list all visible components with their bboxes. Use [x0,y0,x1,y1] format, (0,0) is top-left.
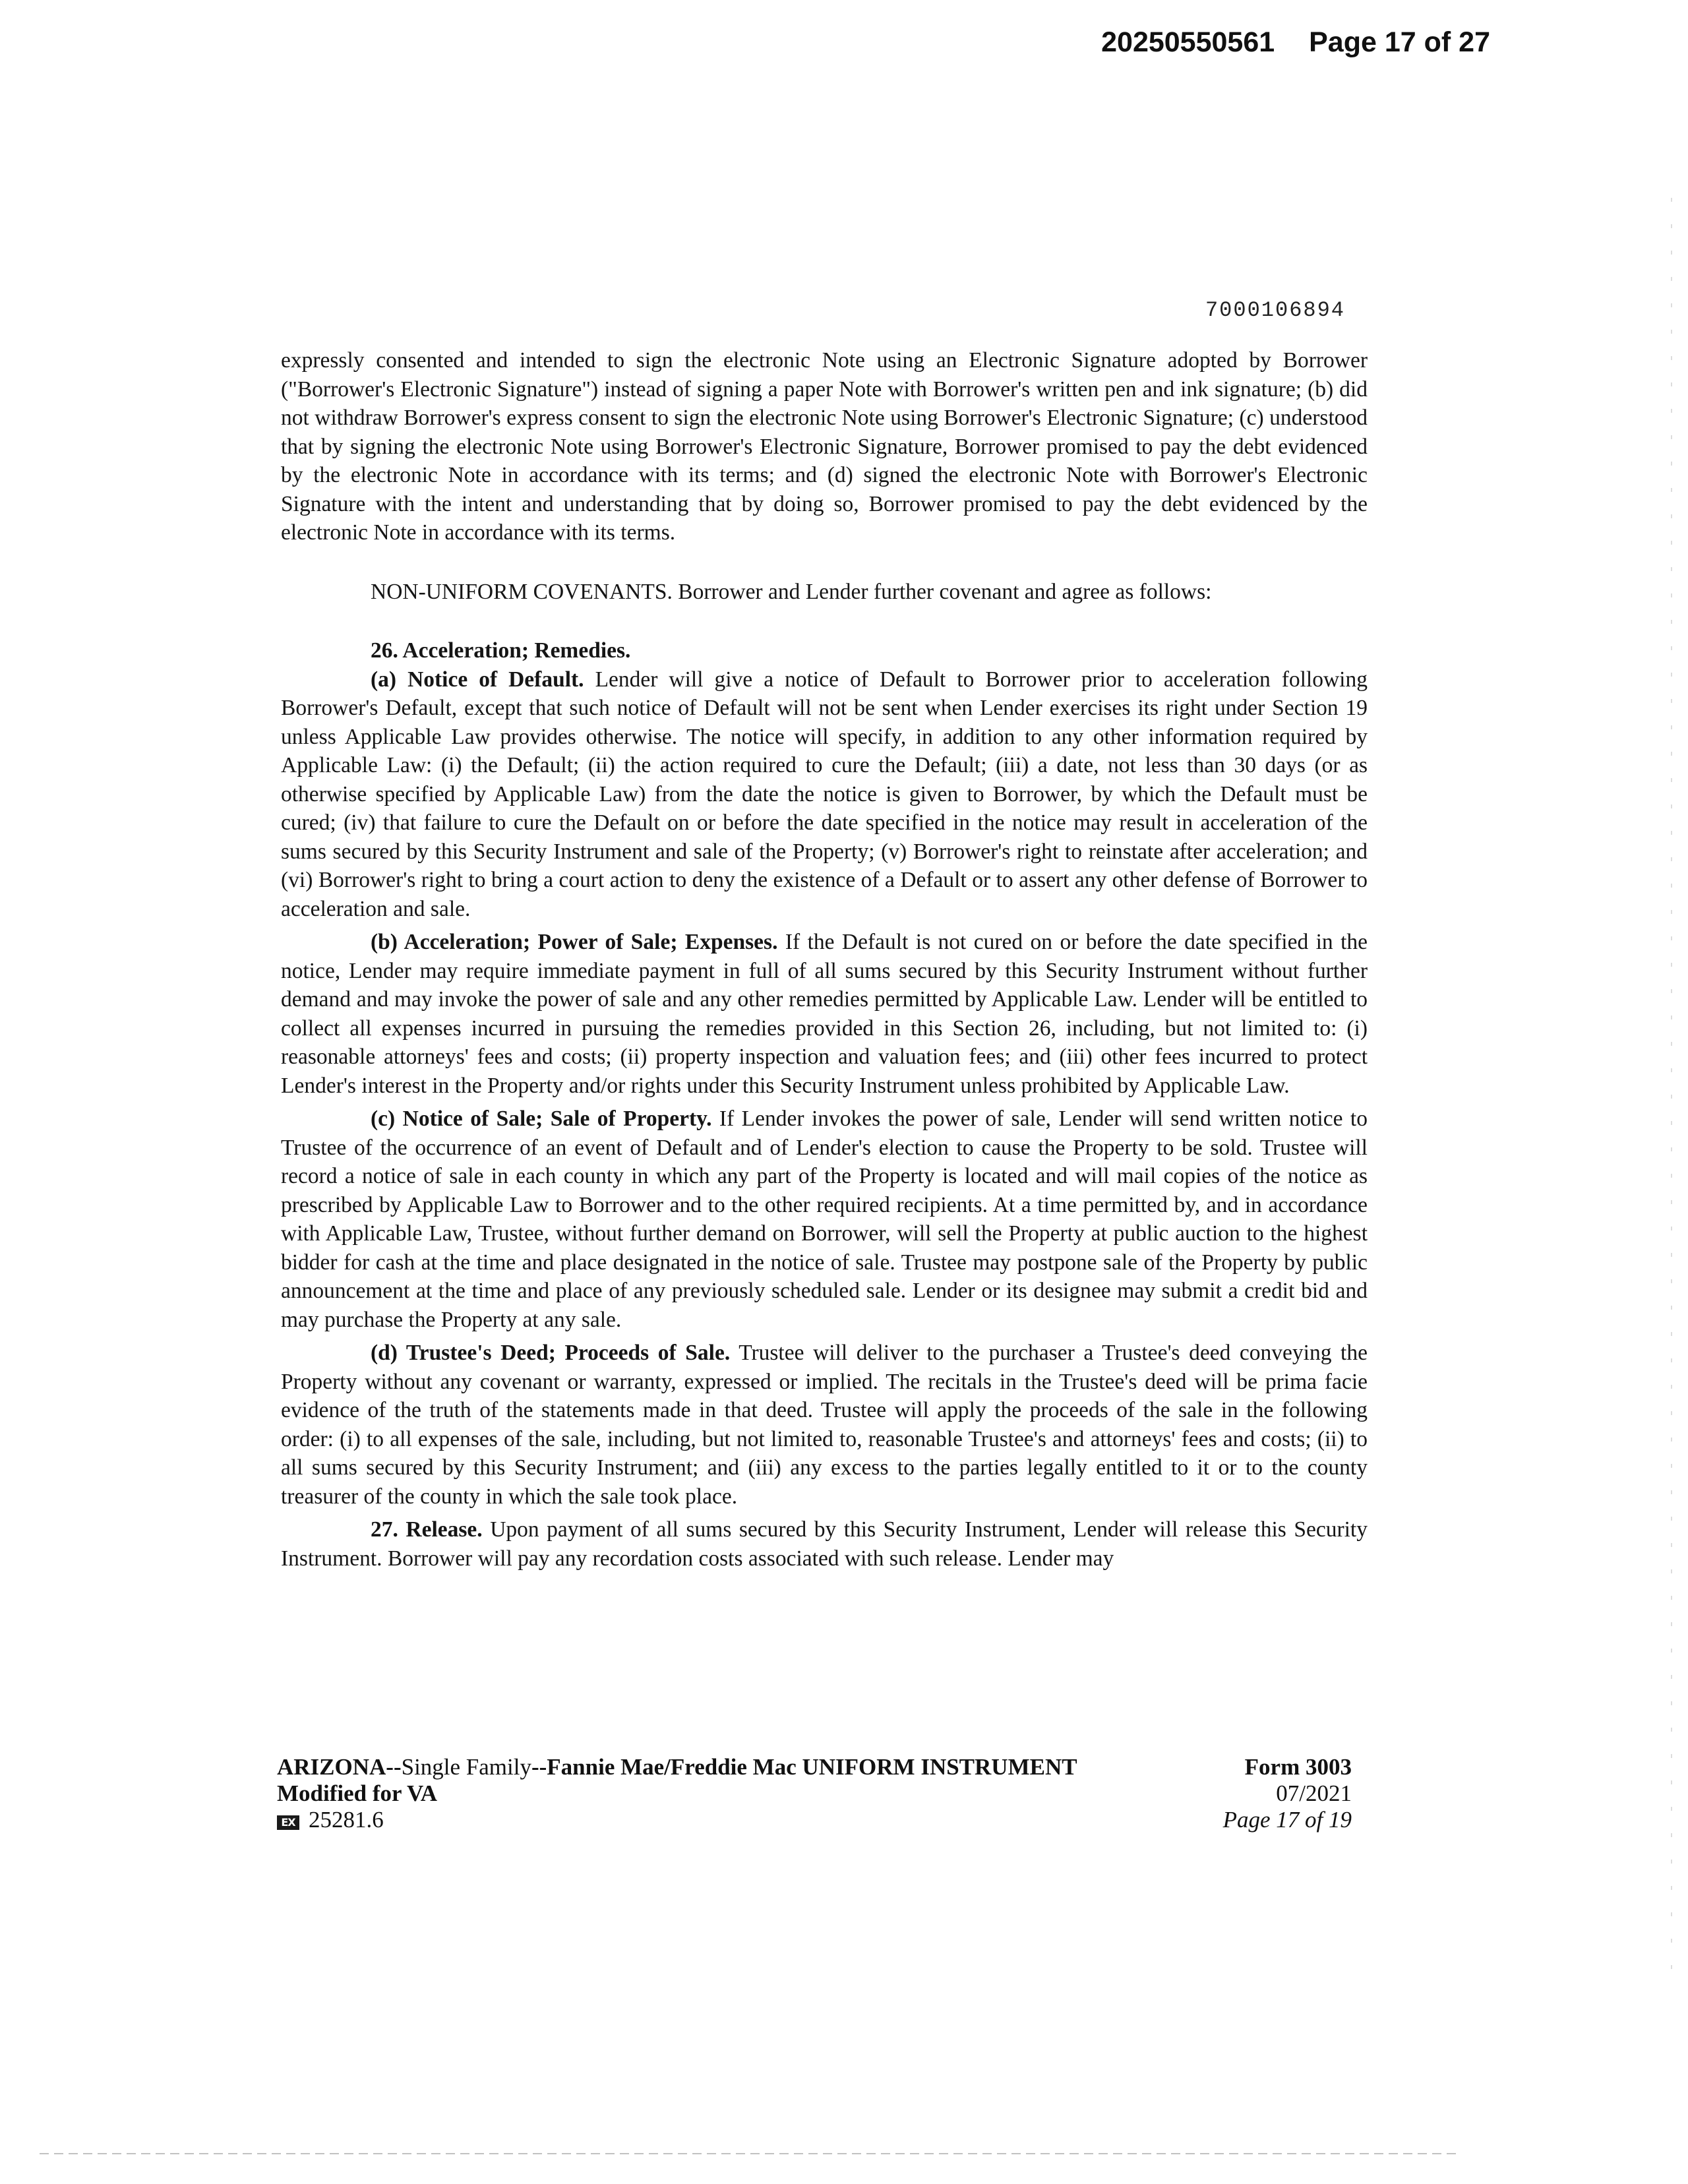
footer-form-title [277,1754,1077,1833]
recording-header [1101,26,1490,59]
loan-number: 7000106894 [1205,298,1345,322]
continued-paragraph: expressly consented and intended to sign the electronic Note using an Electronic Signature adopted by Borrower ("Borrower's Electronic Signature") instead of signing a paper Note with Borrower's written pen and ink signature; (b) did not withdraw Borrower's express consent to sign the electronic Note using Borrower's Electronic Signature; (c) understood that by signing the electronic Note using Borrower's Electronic Signature, Borrower promised to pay the debt evidenced by the electronic Note in accordance with its terms; and (d) signed the electronic Note with Borrower's Electronic Signature with the intent and understanding that by doing so, Borrower promised to pay the debt evidenced by the electronic Note in accordance with its terms. [281,348,1368,545]
footer-form-date: 07/2021 [1276,1780,1352,1806]
recording-page: Page 17 of 27 [1309,26,1490,58]
footer-form-number: Form 3003 [1244,1754,1352,1780]
section-26d-text: Trustee will deliver to the purchaser a Trustee's deed conveying the Property without any covenant or warranty, expressed or implied. The recitals in the Trustee's deed will be prima facie evidence of the truth of the statements made in that deed. Trustee will apply the proceeds of the sale in the following order: (i) to all expenses of the sale, including, but not limited to, reasonable Trustee's and attorneys' fees and costs; (ii) to all sums secured by this Security Instrument; and (iii) any excess to the parties legally entitled to it or to the county treasurer of the county in which the sale took place. [281,1341,1368,1509]
section-26-heading: 26. Acceleration; Remedies. [371,638,631,663]
section-26a [281,665,1368,924]
footer-state: ARIZONA [277,1754,386,1780]
footer-doc-code: 25281.6 [309,1807,384,1833]
section-26a-text: Lender will give a notice of Default to Borrower prior to acceleration following Borrower's Default, except that such notice of Default will not be sent when Lender exercises its right under Section 19 unless Applicable Law provides otherwise. The notice will specify, in addition to any other information required by Applicable Law: (i) the Default; (ii) the action required to cure the Default; (iii) a date, not less than 30 days (or as otherwise specified by Applicable Law) from the date the notice is given to Borrower, by which the Default must be cured; (iv) that failure to cure the Default on or before the date specified in the notice may result in acceleration of the sums secured by this Security Instrument and sale of the Property; (v) Borrower's right to reinstate after acceleration; and (vi) Borrower's right to bring a court action to deny the existence of a Default or to assert any other defense of Borrower to acceleration and sale. [281,667,1368,921]
footer-family: Single Family [401,1754,531,1780]
non-uniform-covenants: NON-UNIFORM COVENANTS. Borrower and Lender further covenant and agree as follows: [371,579,1212,604]
footer-page-of: Page 17 of 19 [1222,1807,1352,1833]
footer-form-info [1223,1754,1352,1833]
footer-separator: -- [386,1754,402,1780]
scan-bottom-artifact [40,2153,1457,2154]
section-26d [281,1339,1368,1511]
ellie-mae-logo-icon: EX [277,1815,299,1830]
footer-instrument-line [277,1754,1077,1780]
section-26c-text: If Lender invokes the power of sale, Lender will send written notice to Trustee of the occurrence of an event of Default and of Lender's election to cause the Property to be sold. Trustee will record a notice of sale in each county in which any part of the Property is located and will mail copies of the notice as prescribed by Applicable Law to Borrower and to the other required recipients. At a time permitted by, and in accordance with Applicable Law, Trustee, without further demand on Borrower, will sell the Property at public auction to the highest bidder for cash at the time and place designated in the notice of sale. Trustee may postpone sale of the Property by public announcement at the time and place of any previously scheduled sale. Lender or its designee may submit a credit bid and may purchase the Property at any sale. [281,1107,1368,1332]
footer-instrument: Fannie Mae/Freddie Mac UNIFORM INSTRUMENT [547,1754,1077,1780]
recording-number: 20250550561 [1101,26,1275,58]
section-26b-text: If the Default is not cured on or before the date specified in the notice, Lender may require immediate payment in full of all sums secured by this Security Instrument without further demand and may invoke the power of sale and any other remedies permitted by Applicable Law. Lender will be entitled to collect all expenses incurred in pursuing the remedies provided in this Section 26, including, but not limited to: (i) reasonable attorneys' fees and costs; (ii) property inspection and valuation fees; and (iii) other fees incurred to protect Lender's interest in the Property and/or rights under this Security Instrument unless prohibited by Applicable Law. [281,930,1368,1098]
section-27-text: Upon payment of all sums secured by this Security Instrument, Lender will release this Security Instrument. Borrower will pay any recordation costs associated with such release. Lender may [281,1517,1368,1571]
section-26c-title: (c) Notice of Sale; Sale of Property. [371,1107,712,1131]
section-27 [281,1515,1368,1573]
section-26b [281,928,1368,1100]
document-body [281,346,1368,1577]
footer-doc-code-line [277,1807,1077,1833]
section-26b-title: (b) Acceleration; Power of Sale; Expenses. [371,930,778,954]
scan-edge-artifact [1671,198,1672,1978]
footer-modified: Modified for VA [277,1780,438,1806]
section-26d-title: (d) Trustee's Deed; Proceeds of Sale. [371,1341,731,1365]
footer-separator: -- [531,1754,547,1780]
section-27-title: 27. Release. [371,1517,483,1542]
section-26a-title: (a) Notice of Default. [371,667,584,692]
section-26c [281,1105,1368,1334]
